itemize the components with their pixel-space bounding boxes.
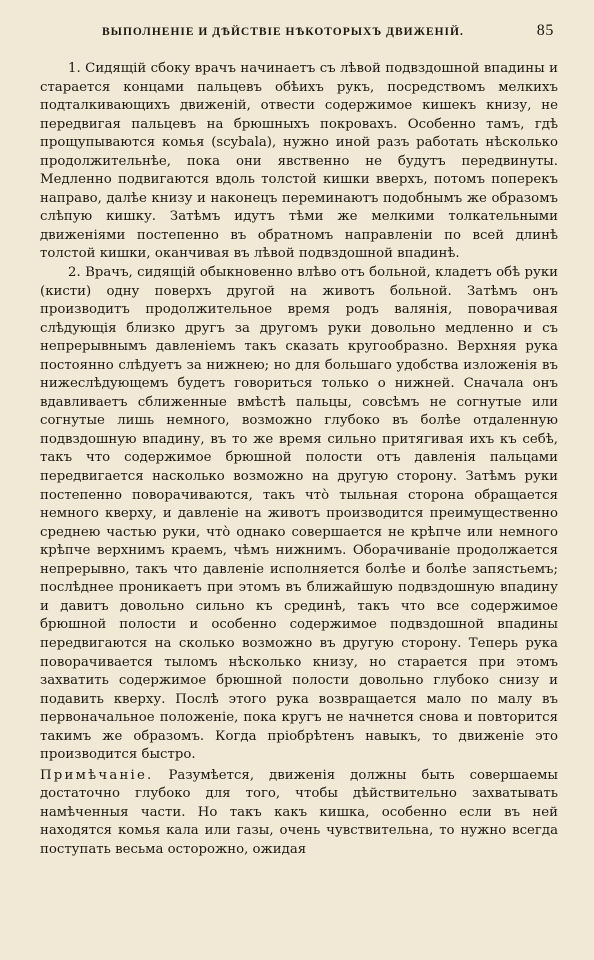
running-title: ВЫПОЛНЕНІЕ И ДѢЙСТВІЕ НѢКОТОРЫХЪ ДВИЖЕНІЙ. [102,26,464,38]
page-number: 85 [536,22,554,39]
note-paragraph [40,767,558,860]
body-text [40,60,558,860]
note-label: Примѣчаніе. [40,767,154,783]
note-text: Разумѣется, движенія должны быть совершаемы достаточно глубоко для того, чтобы дѣйствительно захватывать намѣченныя части. Но такъ какъ кишка, особенно если въ ней находятся комья кала или газы, очень чувствительна, то нужно всегда поступать весьма осторожно, ожидая [40,767,558,857]
paragraph-1: 1. Сидящій сбоку врачъ начинаетъ съ лѣвой подвздошной впадины и старается концами пальцевъ обѣихъ рукъ, посредствомъ мелкихъ подталкивающихъ движеній, отвести содержимое кишекъ книзу, не передвигая пальцевъ на брюшныхъ покровахъ. Особенно тамъ, гдѣ прощупываются комья (scybala), нужно иной разъ работать нѣсколько продолжительнѣе, пока они явственно не будутъ передвинуты. Медленно подвигаются вдоль толстой кишки вверхъ, потомъ поперекъ направо, далѣе книзу и наконецъ переминаютъ подобнымъ же образомъ слѣпую кишку. Затѣмъ идутъ тѣми же мелкими толкательными движеніями постепенно въ обратномъ направленіи по всей длинѣ толстой кишки, оканчивая въ лѣвой подвздошной впадинѣ. [40,61,558,262]
paragraph-2: 2. Врачъ, сидящій обыкновенно влѣво отъ больной, кладетъ обѣ руки (кисти) одну поверхъ другой на животъ больной. Затѣмъ онъ производитъ продолжительное время родъ валянія, поворачивая слѣдующія близко другъ за другомъ руки довольно медленно и съ непрерывнымъ давленіемъ такъ сказать кругообразно. Верхняя рука постоянно слѣдуетъ за нижнею; но для большаго удобства изложенія въ нижеслѣдующемъ будетъ говориться только о нижней. Сначала онъ вдавливаетъ сближенные вмѣстѣ пальцы, совсѣмъ не согнутые или согнутые лишь немного, возможно глубоко въ болѣе отдаленную подвздошную впадину, въ то же время сильно притягивая ихъ къ себѣ, такъ что содержимое брюшной полости отъ давленія пальцами передвигается насколько возможно на другую сторону. Затѣмъ руки постепенно поворачиваются, такъ что̀ тыльная сторона обращается немного кверху, и давленіе на животъ производится преимущественно среднею частью руки, что̀ однако совершается не крѣпче или немного крѣпче верхнимъ краемъ, чѣмъ нижнимъ. Оборачиваніе продолжается непрерывно, такъ что давленіе исполняется болѣе и болѣе запястьемъ; послѣднее проникаетъ при этомъ въ ближайшую подвздошную впадину и давитъ довольно сильно къ срединѣ, такъ что все содержимое брюшной полости и особенно содержимое подвздошной впадины передвигаются на сколько возможно въ другую сторону. Теперь рука поворачивается тыломъ нѣсколько книзу, но старается при этомъ захватить содержимое брюшной полости довольно глубоко снизу и подавить кверху. Послѣ этого рука возвращается мало по малу въ первоначальное положеніе, пока кругъ не начнется снова и повторится такимъ же образомъ. Когда пріобрѣтенъ навыкъ, то движеніе это производится быстро. [40,265,558,763]
running-head [40,22,558,46]
